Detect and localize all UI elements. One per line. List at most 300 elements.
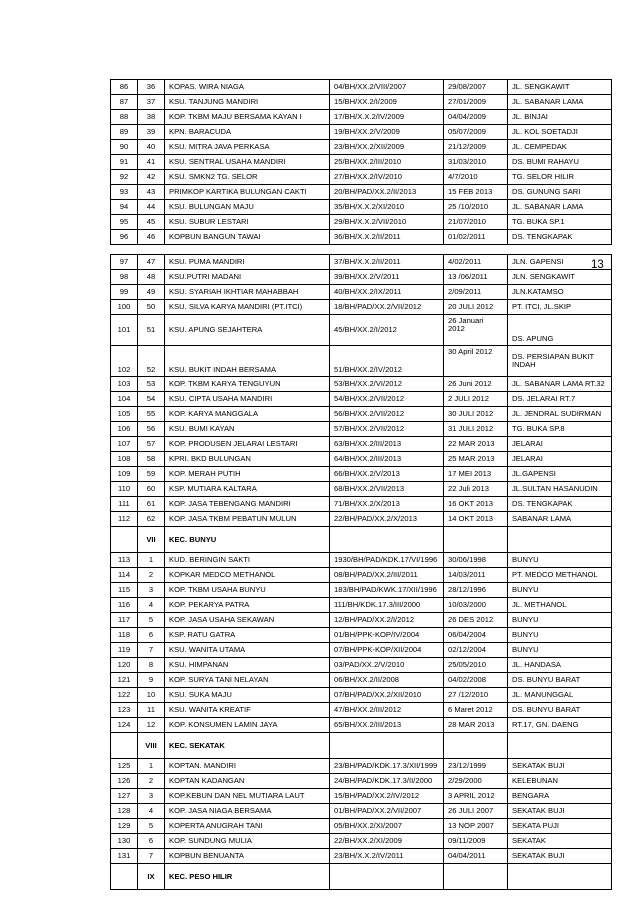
cooperative-name: KOP. MERAH PUTIH [165, 467, 330, 482]
table-row [111, 643, 612, 658]
sub-number: 8 [138, 658, 165, 673]
sub-number: 54 [138, 392, 165, 407]
registration-date: 04/04/2009 [444, 110, 508, 125]
table-row [111, 315, 612, 346]
cooperative-name: KSU. WANITA KREATIF [165, 703, 330, 718]
cooperative-name: KSU. SENTRAL USAHA MANDIRI [165, 155, 330, 170]
sub-number: 60 [138, 482, 165, 497]
cooperative-name: KOP. KONSUMEN LAMIN JAYA [165, 718, 330, 733]
row-number: 126 [111, 774, 138, 789]
cooperative-name: KSU. SMKN2 TG. SELOR [165, 170, 330, 185]
row-number: 119 [111, 643, 138, 658]
legal-entity-number: 1930/BH/PAD/KDK.17/VI/1996 [330, 553, 444, 568]
row-number: 118 [111, 628, 138, 643]
legal-entity-number: 07/BH/PAD/XX.2/XII/2010 [330, 688, 444, 703]
registration-date: 2/29/2000 [444, 774, 508, 789]
table-row [111, 437, 612, 452]
cooperative-name: KSU. HIMPANAN [165, 658, 330, 673]
address: BUNYU [508, 643, 612, 658]
legal-entity-number: 03/PAD/XX.2/V/2010 [330, 658, 444, 673]
legal-entity-number: 39/BH/XX.2/V/2011 [330, 270, 444, 285]
cooperative-name: KSU. SILVA KARYA MANDIRI (PT.ITCI) [165, 300, 330, 315]
sub-number: 51 [138, 315, 165, 346]
sub-number: 3 [138, 583, 165, 598]
legal-entity-number: 04/BH/XX.2/VIII/2007 [330, 80, 444, 95]
sub-number: 43 [138, 185, 165, 200]
cooperative-name: KOP.KEBUN DAN NEL MUTIARA LAUT [165, 789, 330, 804]
sub-number: 5 [138, 819, 165, 834]
table-row [111, 673, 612, 688]
legal-entity-number: 56/BH/XX.2/VII/2012 [330, 407, 444, 422]
sub-number: 7 [138, 849, 165, 864]
cooperative-name: KSP. MUTIARA KALTARA [165, 482, 330, 497]
registration-date: 22 Juli 2013 [444, 482, 508, 497]
legal-entity-number: 01/BH/PAD/XX.2/VII/2007 [330, 804, 444, 819]
cooperative-name: KPN. BARACUDA [165, 125, 330, 140]
sub-number: 1 [138, 759, 165, 774]
cooperative-name: KSU. WANITA UTAMA [165, 643, 330, 658]
sub-number: 2 [138, 774, 165, 789]
table-row [111, 170, 612, 185]
row-number: 100 [111, 300, 138, 315]
address: SEKATAK BUJI [508, 849, 612, 864]
row-number: 103 [111, 377, 138, 392]
legal-entity-number: 08/BH/PAD/XX.2/III/2011 [330, 568, 444, 583]
cooperative-name: KOP. JASA USAHA SEKAWAN [165, 613, 330, 628]
cooperative-name: KOP. PEKARYA PATRA [165, 598, 330, 613]
table-row [111, 718, 612, 733]
legal-entity-number: 06/BH/XX.2/II/2008 [330, 673, 444, 688]
address-line: INDAH [512, 360, 536, 369]
cooperative-name: KSU. PUMA MANDIRI [165, 255, 330, 270]
table-row [111, 834, 612, 849]
cooperative-name: KOP. JASA TKBM PEBATUN MULUN [165, 512, 330, 527]
registration-date: 06/04/2004 [444, 628, 508, 643]
registration-date: 28/12/1996 [444, 583, 508, 598]
table-row [111, 512, 612, 527]
date-line: 26 Januari [448, 316, 484, 325]
address: SABANAR LAMA [508, 512, 612, 527]
sub-number: 4 [138, 804, 165, 819]
cooperative-table-bottom [110, 254, 612, 890]
table-row [111, 583, 612, 598]
row-number: 90 [111, 140, 138, 155]
legal-entity-number: 111/BH/KDK.17.3/III/2000 [330, 598, 444, 613]
sub-number: 61 [138, 497, 165, 512]
registration-date: 26 JULI 2007 [444, 804, 508, 819]
address: JL. KOL SOETADJI [508, 125, 612, 140]
section-header [111, 733, 612, 759]
sub-number: 6 [138, 834, 165, 849]
registration-date: 17 MEI 2013 [444, 467, 508, 482]
address: DS. APUNG [508, 315, 612, 346]
table-row [111, 200, 612, 215]
registration-date: 22 MAR 2013 [444, 437, 508, 452]
address: DS. GUNUNG SARI [508, 185, 612, 200]
legal-entity-number: 23/BH/X.X.2/IV/2011 [330, 849, 444, 864]
address: TG. BUKA SP.1 [508, 215, 612, 230]
cooperative-name: KOP. KARYA MANGGALA [165, 407, 330, 422]
legal-entity-number: 25/BH/XX.2/III/2010 [330, 155, 444, 170]
cooperative-name: KOP. SUNDUNG MULIA [165, 834, 330, 849]
sub-number: 3 [138, 789, 165, 804]
row-number: 89 [111, 125, 138, 140]
registration-date: 04/04/2011 [444, 849, 508, 864]
registration-date: 21/07/2010 [444, 215, 508, 230]
sub-number: 7 [138, 643, 165, 658]
registration-date: 09/11/2009 [444, 834, 508, 849]
sub-number: 38 [138, 110, 165, 125]
registration-date: 02/12/2004 [444, 643, 508, 658]
cooperative-name: KOPBUN BANGUN TAWAI [165, 230, 330, 245]
table-row [111, 230, 612, 245]
registration-date: 30/06/1998 [444, 553, 508, 568]
table-row [111, 467, 612, 482]
registration-date: 2 JULI 2012 [444, 392, 508, 407]
registration-date: 10/03/2000 [444, 598, 508, 613]
cooperative-name: KPRI. BKD BULUNGAN [165, 452, 330, 467]
table-row [111, 185, 612, 200]
registration-date: 30 JULI 2012 [444, 407, 508, 422]
cooperative-name: KSU. APUNG SEJAHTERA [165, 315, 330, 346]
registration-date: 23/12/1999 [444, 759, 508, 774]
address: TG. SELOR HILIR [508, 170, 612, 185]
registration-date: 25 /10/2010 [444, 200, 508, 215]
section-roman: IX [138, 864, 165, 890]
row-number: 113 [111, 553, 138, 568]
registration-date: 26 DES 2012 [444, 613, 508, 628]
registration-date: 13 /06/2011 [444, 270, 508, 285]
table-row [111, 392, 612, 407]
table-row [111, 377, 612, 392]
address-line: DS. PERSIAPAN BUKIT [512, 352, 595, 362]
table-row [111, 628, 612, 643]
row-number: 114 [111, 568, 138, 583]
address: JLN. SENGKAWIT [508, 270, 612, 285]
registration-date: 04/02/2008 [444, 673, 508, 688]
legal-entity-number: 40/BH/XX.2/IX/2011 [330, 285, 444, 300]
sub-number: 41 [138, 155, 165, 170]
sub-number: 39 [138, 125, 165, 140]
row-number: 128 [111, 804, 138, 819]
legal-entity-number: 183/BH/PAD/KWK.17/XII/1996 [330, 583, 444, 598]
address: JL. MANUNGGAL [508, 688, 612, 703]
table-row [111, 703, 612, 718]
address: DS. BUNYU BARAT [508, 673, 612, 688]
registration-date: 14/03/2011 [444, 568, 508, 583]
cooperative-name: KOP. SURYA TANI NELAYAN [165, 673, 330, 688]
section-header [111, 864, 612, 890]
cooperative-table-top [110, 79, 612, 245]
row-number: 94 [111, 200, 138, 215]
legal-entity-number: 07/BH/PPK-KOP/XII/2004 [330, 643, 444, 658]
sub-number: 62 [138, 512, 165, 527]
registration-date: 30 April 2012 [444, 346, 508, 377]
table-row [111, 658, 612, 673]
section-title: KEC. PESO HILIR [165, 864, 330, 890]
section-title: KEC. BUNYU [165, 527, 330, 553]
cooperative-name: KOP. TKBM KARYA TENGUYUN [165, 377, 330, 392]
sub-number: 53 [138, 377, 165, 392]
table-row [111, 300, 612, 315]
legal-entity-number: 15/BH/PAD/XX.2/IV/2012 [330, 789, 444, 804]
sub-number: 58 [138, 452, 165, 467]
table-row [111, 140, 612, 155]
table-row [111, 804, 612, 819]
registration-date: 28 MAR 2013 [444, 718, 508, 733]
address: SEKATAK BUJI [508, 759, 612, 774]
address: JL. SABANAR LAMA [508, 200, 612, 215]
section-roman: VIII [138, 733, 165, 759]
legal-entity-number: 17/BH/X.X.2/IV/2009 [330, 110, 444, 125]
table-row [111, 215, 612, 230]
row-number: 93 [111, 185, 138, 200]
legal-entity-number: 35/BH/X.X.2/XI/2010 [330, 200, 444, 215]
section-header [111, 527, 612, 553]
table-row [111, 255, 612, 270]
address: PT. ITCI, JL.SKIP [508, 300, 612, 315]
cooperative-name: KOPKAR MEDCO METHANOL [165, 568, 330, 583]
cooperative-name: KOPBUN BENUANTA [165, 849, 330, 864]
row-number: 129 [111, 819, 138, 834]
registration-date: 25 MAR 2013 [444, 452, 508, 467]
address: DS. BUNYU BARAT [508, 703, 612, 718]
table-row [111, 80, 612, 95]
registration-date: 2/09/2011 [444, 285, 508, 300]
sub-number: 5 [138, 613, 165, 628]
registration-date: 15 FEB 2013 [444, 185, 508, 200]
address: JL. SABANAR LAMA RT.32 [508, 377, 612, 392]
sub-number: 36 [138, 80, 165, 95]
row-number: 88 [111, 110, 138, 125]
cooperative-name: KOPTAN. MANDIRI [165, 759, 330, 774]
row-number: 95 [111, 215, 138, 230]
table-row [111, 774, 612, 789]
legal-entity-number: 23/BH/PAD/KDK.17.3/XII/1999 [330, 759, 444, 774]
table-row [111, 789, 612, 804]
row-number: 98 [111, 270, 138, 285]
row-number: 87 [111, 95, 138, 110]
legal-entity-number: 05/BH/XX.2/XI/2007 [330, 819, 444, 834]
row-number: 101 [111, 315, 138, 346]
address: SEKATA PUJI [508, 819, 612, 834]
registration-date: 13 NOP 2007 [444, 819, 508, 834]
table-row [111, 270, 612, 285]
row-number: 99 [111, 285, 138, 300]
registration-date: 20 JULI 2012 [444, 300, 508, 315]
cooperative-name: KOP. TKBM MAJU BERSAMA KAYAN I [165, 110, 330, 125]
row-number: 121 [111, 673, 138, 688]
legal-entity-number: 01/BH/PPK-KOP/IV/2004 [330, 628, 444, 643]
date-line: 2012 [448, 323, 465, 333]
section-title: KEC. SEKATAK [165, 733, 330, 759]
cooperative-name: KOPAS. WIRA NIAGA [165, 80, 330, 95]
legal-entity-number: 45/BH/XX.2/I/2012 [330, 315, 444, 346]
row-number: 105 [111, 407, 138, 422]
address [508, 346, 612, 377]
legal-entity-number: 24/BH/PAD/KDK.17.3/II/2000 [330, 774, 444, 789]
legal-entity-number: 65/BH/XX.2/III/2013 [330, 718, 444, 733]
cooperative-name: KSU. BULUNGAN MAJU [165, 200, 330, 215]
sub-number: 57 [138, 437, 165, 452]
sub-number: 59 [138, 467, 165, 482]
registration-date: 31 JULI 2012 [444, 422, 508, 437]
cooperative-name: KUD. BERINGIN SAKTI [165, 553, 330, 568]
sub-number: 42 [138, 170, 165, 185]
sub-number: 46 [138, 230, 165, 245]
sub-number: 11 [138, 703, 165, 718]
sub-number: 56 [138, 422, 165, 437]
legal-entity-number: 47/BH/XX.2/III/2012 [330, 703, 444, 718]
sub-number: 37 [138, 95, 165, 110]
legal-entity-number: 68/BH/XX.2/VII/2013 [330, 482, 444, 497]
address: JLN. GAPENSI [508, 255, 612, 270]
registration-date: 27 /12/2010 [444, 688, 508, 703]
row-number: 115 [111, 583, 138, 598]
sub-number: 9 [138, 673, 165, 688]
registration-date: 3 APRIL 2012 [444, 789, 508, 804]
table-row [111, 613, 612, 628]
cooperative-name: KSU. SYARIAH IKHTIAR MAHABBAH [165, 285, 330, 300]
legal-entity-number: 22/BH/XX.2/XI/2009 [330, 834, 444, 849]
legal-entity-number: 54/BH/XX.2/VII/2012 [330, 392, 444, 407]
sub-number: 1 [138, 553, 165, 568]
legal-entity-number: 22/BH/PAD/XX.2/X/2013 [330, 512, 444, 527]
legal-entity-number: 12/BH/PAD/XX.2/I/2012 [330, 613, 444, 628]
address: JL. SABANAR LAMA [508, 95, 612, 110]
row-number: 92 [111, 170, 138, 185]
address: JELARAI [508, 437, 612, 452]
row-number: 124 [111, 718, 138, 733]
address: JLN.KATAMSO [508, 285, 612, 300]
registration-date: 31/03/2010 [444, 155, 508, 170]
row-number: 104 [111, 392, 138, 407]
table-row [111, 452, 612, 467]
cooperative-name: KSU. CIPTA USAHA MANDIRI [165, 392, 330, 407]
cooperative-name: KSP. RATU GATRA [165, 628, 330, 643]
legal-entity-number: 15/BH/XX.2/I/2009 [330, 95, 444, 110]
row-number: 106 [111, 422, 138, 437]
sub-number: 52 [138, 346, 165, 377]
sub-number: 48 [138, 270, 165, 285]
table-row [111, 497, 612, 512]
registration-date: 4/7/2010 [444, 170, 508, 185]
table-row [111, 155, 612, 170]
cooperative-name: KSU. BUMI KAYAN [165, 422, 330, 437]
row-number: 102 [111, 346, 138, 377]
row-number: 111 [111, 497, 138, 512]
address: DS. JELARAI RT.7 [508, 392, 612, 407]
address: JL. SENGKAWIT [508, 80, 612, 95]
legal-entity-number: 29/BH/X.X.2/VII/2010 [330, 215, 444, 230]
legal-entity-number: 36/BH/X.X.2/II/2011 [330, 230, 444, 245]
sub-number: 44 [138, 200, 165, 215]
table-row [111, 553, 612, 568]
registration-date: 27/01/2009 [444, 95, 508, 110]
table-row [111, 849, 612, 864]
address: SEKATAK BUJI [508, 804, 612, 819]
table-row [111, 285, 612, 300]
sub-number: 55 [138, 407, 165, 422]
registration-date: 29/08/2007 [444, 80, 508, 95]
cooperative-name: KOPERTA ANUGRAH TANI [165, 819, 330, 834]
cooperative-name: KOP. TKBM USAHA BUNYU [165, 583, 330, 598]
section-roman: VII [138, 527, 165, 553]
sub-number: 4 [138, 598, 165, 613]
sub-number: 2 [138, 568, 165, 583]
row-number: 96 [111, 230, 138, 245]
address: BUNYU [508, 553, 612, 568]
sub-number: 40 [138, 140, 165, 155]
sub-number: 50 [138, 300, 165, 315]
address: SEKATAK [508, 834, 612, 849]
row-number: 97 [111, 255, 138, 270]
address: PT. MEDCO METHANOL [508, 568, 612, 583]
cooperative-name: KSU. SUKA MAJU [165, 688, 330, 703]
address: RT.17, GN. DAENG [508, 718, 612, 733]
table-row [111, 482, 612, 497]
legal-entity-number: 63/BH/XX.2/III/2013 [330, 437, 444, 452]
legal-entity-number: 27/BH/XX.2/IV/2010 [330, 170, 444, 185]
registration-date [444, 315, 508, 346]
address: JL. BINJAI [508, 110, 612, 125]
table-row [111, 95, 612, 110]
legal-entity-number: 23/BH/XX.2/XII/2009 [330, 140, 444, 155]
table-row [111, 598, 612, 613]
page-number: 13 [591, 259, 604, 271]
row-number: 109 [111, 467, 138, 482]
address: KELEBUNAN [508, 774, 612, 789]
address: TG. BUKA SP.8 [508, 422, 612, 437]
cooperative-name: KOPTAN KADANGAN [165, 774, 330, 789]
address: BENGARA [508, 789, 612, 804]
table-row [111, 568, 612, 583]
table-row [111, 819, 612, 834]
legal-entity-number: 53/BH/XX.2/VI/2012 [330, 377, 444, 392]
address: JL. CEMPEDAK [508, 140, 612, 155]
address: BUNYU [508, 628, 612, 643]
row-number: 120 [111, 658, 138, 673]
sub-number: 45 [138, 215, 165, 230]
table-row [111, 759, 612, 774]
row-number: 130 [111, 834, 138, 849]
row-number: 86 [111, 80, 138, 95]
legal-entity-number: 71/BH/XX.2/X/2013 [330, 497, 444, 512]
row-number: 116 [111, 598, 138, 613]
registration-date: 21/12/2009 [444, 140, 508, 155]
registration-date: 6 Maret 2012 [444, 703, 508, 718]
sub-number: 10 [138, 688, 165, 703]
row-number: 91 [111, 155, 138, 170]
row-number: 125 [111, 759, 138, 774]
row-number: 108 [111, 452, 138, 467]
address: BUNYU [508, 583, 612, 598]
address: DS. TENGKAPAK [508, 497, 612, 512]
sub-number: 12 [138, 718, 165, 733]
table-row [111, 422, 612, 437]
cooperative-name: KSU. MITRA JAVA PERKASA [165, 140, 330, 155]
registration-date: 05/07/2009 [444, 125, 508, 140]
cooperative-name: KOP. PRODUSEN JELARAI LESTARI [165, 437, 330, 452]
row-number: 127 [111, 789, 138, 804]
cooperative-name: KSU. SUBUR LESTARI [165, 215, 330, 230]
table-row [111, 688, 612, 703]
address: JL. METHANOL [508, 598, 612, 613]
legal-entity-number: 19/BH/XX.2/V/2009 [330, 125, 444, 140]
cooperative-name: KSU. TANJUNG MANDIRI [165, 95, 330, 110]
address: JL. JENDRAL SUDIRMAN [508, 407, 612, 422]
legal-entity-number: 18/BH/PAD/XX.2/VII/2012 [330, 300, 444, 315]
